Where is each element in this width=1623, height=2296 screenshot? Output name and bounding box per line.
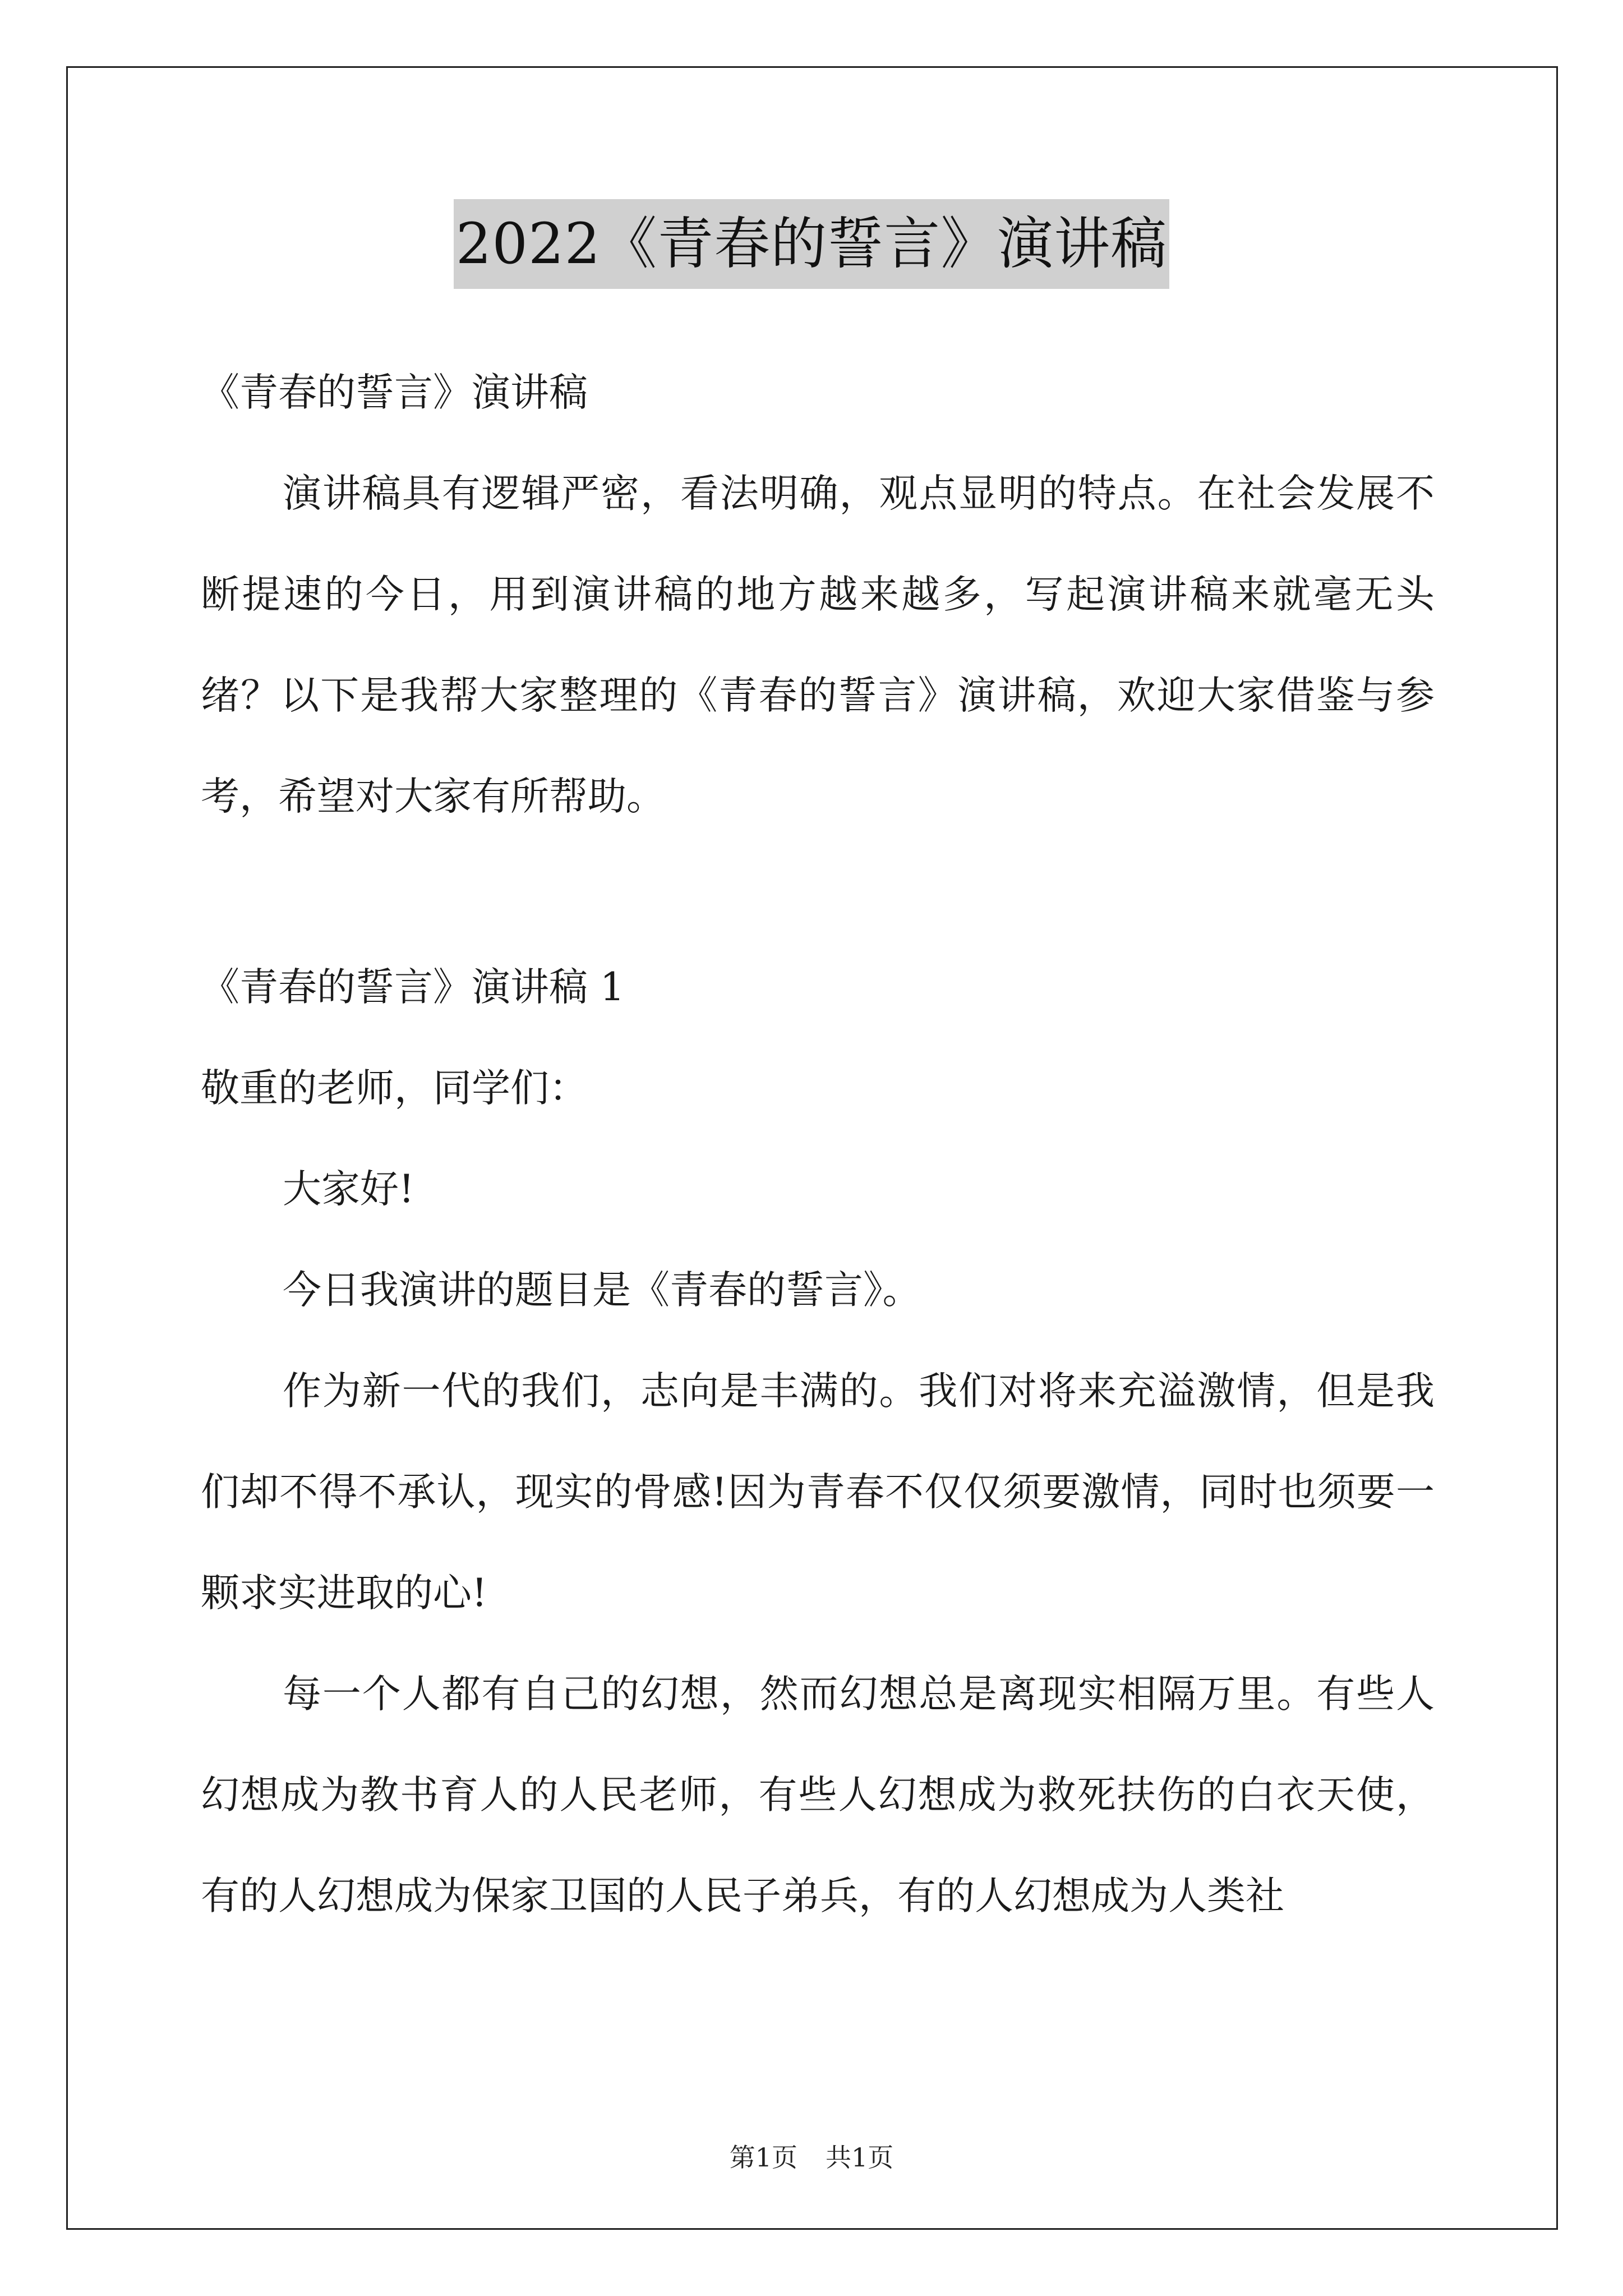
page-number-total: 共1页 <box>826 2142 894 2173</box>
greeting: 大家好! <box>283 1167 414 1212</box>
title-container <box>0 199 1623 289</box>
body-paragraph: 每一个人都有自己的幻想，然而幻想总是离现实相隔万里。有些人幻想成为教书育人的人民老师，有些人幻想成为救死扶伤的白衣天使，有的人幻想成为保家卫国的人民子弟兵，有的人幻想成为人类社 <box>201 1672 1435 1918</box>
salutation: 敬重的老师，同学们： <box>201 1066 588 1111</box>
intro-paragraph: 演讲稿具有逻辑严密，看法明确，观点显明的特点。在社会发展不断提速的今日，用到演讲稿的地方越来越多，写起演讲稿来就毫无头绪？以下是我帮大家整理的《青春的誓言》演讲稿，欢迎大家借鉴与参考，希望对大家有所帮助。 <box>201 471 1435 819</box>
page-footer <box>0 2137 1623 2174</box>
section-heading: 《青春的誓言》演讲稿 1 <box>201 965 625 1010</box>
body-paragraph: 作为新一代的我们，志向是丰满的。我们对将来充溢激情，但是我们却不得不承认，现实的骨感!因为青春不仅仅须要激情，同时也须要一颗求实进取的心! <box>201 1369 1435 1616</box>
page-number-current: 第1页 <box>729 2142 797 2173</box>
document-subtitle: 《青春的誓言》演讲稿 <box>201 370 588 415</box>
section-spacer <box>201 847 1435 937</box>
body-paragraph: 今日我演讲的题目是《青春的誓言》。 <box>283 1268 921 1313</box>
document-body <box>201 342 1435 1947</box>
document-title: 2022《青春的誓言》演讲稿 <box>454 199 1170 289</box>
